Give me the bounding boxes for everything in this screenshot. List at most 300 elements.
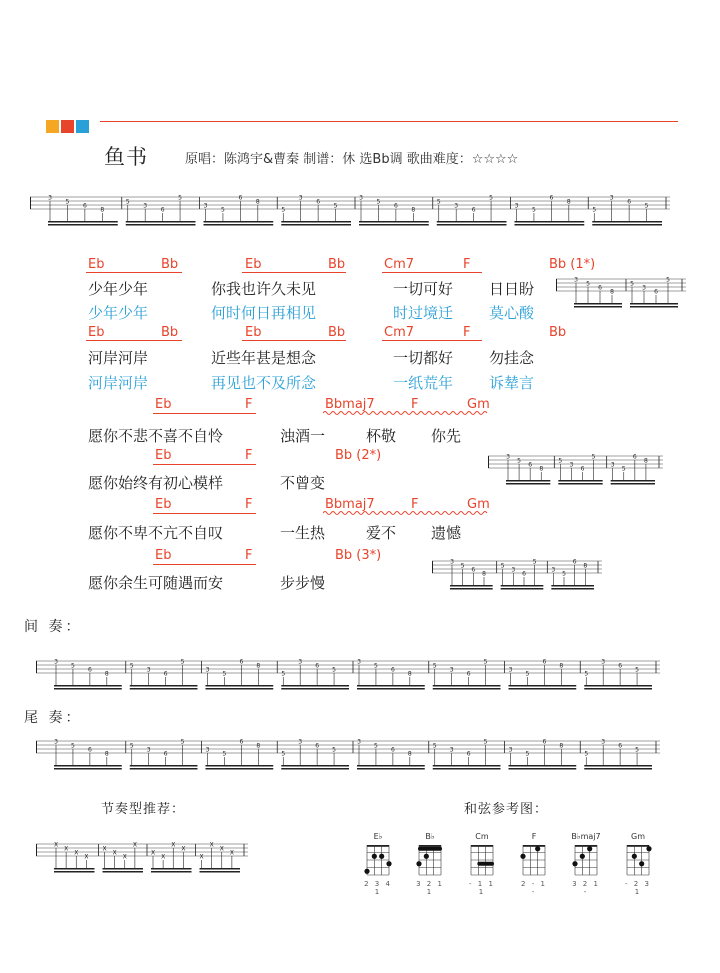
tab-mute: X	[112, 849, 117, 857]
chord-dot	[646, 846, 651, 851]
chord-label: Gm	[467, 497, 490, 512]
beam	[509, 768, 577, 770]
tab-note: 5	[621, 465, 626, 473]
chord-underline	[153, 464, 256, 465]
tab-note: 5	[332, 746, 336, 754]
tab-mute: X	[132, 841, 137, 849]
tab-note: 6	[163, 670, 168, 678]
tab-note: 5	[500, 562, 505, 570]
lyric: 日日盼	[489, 280, 535, 298]
tab-note: 6	[471, 566, 476, 574]
beam	[433, 768, 501, 770]
logo-square-orange	[46, 120, 59, 133]
tab-note: 3	[357, 658, 361, 666]
chord-dot	[535, 846, 540, 851]
tab-note: 3	[146, 666, 151, 674]
beam	[433, 688, 501, 690]
tab-mute: X	[84, 853, 89, 861]
chord-label: Cm7	[384, 325, 415, 340]
tab-note: 8	[256, 662, 261, 670]
chord-grid	[572, 843, 600, 879]
tab-mute: X	[171, 841, 176, 849]
chord-label: Bb (2*)	[335, 448, 382, 463]
beam	[509, 685, 577, 687]
chord-underline	[382, 340, 482, 341]
tab-note: 5	[178, 194, 182, 202]
chord-underline	[153, 413, 256, 414]
beam	[558, 483, 602, 485]
chord-dot	[372, 854, 377, 859]
chord-dot	[364, 869, 369, 874]
beam	[126, 224, 196, 226]
tab-staff-chorus-1	[488, 452, 663, 492]
tab-note: 3	[511, 566, 516, 574]
beam	[509, 688, 577, 690]
tab-note: 5	[562, 570, 566, 578]
tab-note: 3	[601, 658, 606, 666]
chord-label: Bb	[549, 325, 567, 340]
chord-dot	[632, 854, 637, 859]
lyric: 一切可好	[393, 280, 454, 298]
beam	[206, 685, 274, 687]
tab-note: 5	[460, 562, 465, 570]
beam	[574, 306, 622, 308]
tab-note: 3	[143, 202, 148, 210]
beam	[206, 688, 274, 690]
header-rule	[100, 121, 678, 122]
beam	[592, 224, 662, 226]
beam	[54, 871, 95, 873]
lyric-alt: 一纸荒年	[393, 374, 454, 392]
tab-note: 6	[390, 666, 395, 674]
lyric: 一生热	[280, 524, 326, 542]
beam	[357, 685, 425, 687]
tab-note: 6	[528, 461, 533, 469]
chord-diagram	[518, 832, 550, 896]
tab-note: 3	[359, 194, 363, 202]
beam	[630, 303, 678, 305]
tab-note: 5	[532, 558, 537, 566]
beam	[103, 871, 144, 873]
tab-note: 5	[592, 206, 597, 214]
chord-label: F	[245, 548, 253, 563]
beam	[357, 768, 425, 770]
song-credits: 原唱：陈鸿宇&曹秦 制谱：休 选Bb调 歌曲难度：☆☆☆☆	[185, 152, 519, 167]
lyric: 你我也许久未见	[211, 280, 317, 298]
tab-note: 5	[71, 742, 75, 750]
tab-note: 6	[82, 202, 87, 210]
tab-note: 5	[71, 662, 75, 670]
chord-dot	[572, 861, 577, 866]
chord-diagram-fingering: - 1 1 1	[469, 880, 495, 896]
tab-note: 3	[449, 666, 454, 674]
chord-label: Eb	[88, 325, 105, 340]
tab-note: 5	[584, 750, 589, 758]
tab-note: 5	[374, 662, 378, 670]
lyric-alt: 再见也不及所念	[211, 374, 317, 392]
tab-note: 3	[298, 658, 303, 666]
tab-note: 5	[489, 194, 493, 202]
chord-label: Bb	[161, 325, 179, 340]
tab-mute: X	[219, 845, 224, 853]
tab-note: 5	[281, 670, 286, 678]
tab-note: 6	[618, 662, 623, 670]
beam	[584, 765, 652, 767]
tab-staff-chorus-2	[432, 557, 602, 605]
chord-underline	[153, 564, 256, 565]
beam	[130, 765, 198, 767]
tab-note: 5	[558, 457, 563, 465]
song-title: 鱼书	[104, 145, 148, 169]
tab-note: 3	[508, 746, 513, 754]
tab-note: 8	[559, 662, 564, 670]
rhythm-caption: 节奏型推荐：	[101, 802, 186, 817]
tab-note: 3	[298, 738, 303, 746]
beam	[501, 588, 544, 590]
beam	[357, 765, 425, 767]
tab-note: 6	[393, 202, 398, 210]
tab-note: 5	[525, 750, 530, 758]
beam	[206, 768, 274, 770]
beam	[206, 765, 274, 767]
tab-note: 3	[146, 746, 151, 754]
beam	[48, 224, 118, 226]
beam	[592, 221, 662, 223]
chord-dot	[580, 854, 585, 859]
beam	[204, 221, 274, 223]
beam	[551, 588, 594, 590]
chord-label: Eb	[88, 257, 105, 272]
beam	[611, 483, 655, 485]
chord-label: Bbmaj7	[325, 397, 375, 412]
lyric-alt: 河岸河岸	[88, 374, 149, 392]
lyric: 爱不	[366, 524, 397, 542]
interlude-label: 间 奏：	[24, 619, 83, 635]
chord-grid	[624, 843, 652, 879]
lyric-alt: 少年少年	[88, 304, 149, 322]
tab-note: 5	[635, 666, 639, 674]
tab-note: 5	[436, 198, 441, 206]
chord-diagram	[622, 832, 654, 896]
beam	[54, 765, 122, 767]
tab-note: 3	[454, 202, 459, 210]
tab-note: 6	[238, 194, 243, 202]
chord-label: F	[463, 257, 471, 272]
tab-note: 6	[466, 750, 471, 758]
tab-note: 8	[104, 670, 109, 678]
tab-note: 6	[239, 658, 244, 666]
tab-note: 6	[471, 206, 476, 214]
chord-diagram-name: Cm	[475, 832, 489, 841]
beam	[281, 765, 349, 767]
tab-note: 8	[610, 288, 614, 296]
tab-note: 8	[256, 742, 261, 750]
tab-note: 6	[160, 206, 165, 214]
beam	[558, 480, 602, 482]
tab-note: 3	[609, 194, 614, 202]
beam	[54, 768, 122, 770]
chord-diagram-name: B♭maj7	[571, 832, 601, 841]
beam	[501, 585, 544, 587]
tab-staff-outro	[36, 737, 660, 775]
tab-note: 5	[180, 658, 185, 666]
tab-note: 6	[627, 198, 632, 206]
tab-note: 5	[483, 738, 488, 746]
chord-label: F	[411, 397, 419, 412]
chord-label: Bb (1*)	[549, 257, 596, 272]
tab-mute: X	[122, 853, 127, 861]
tab-note: 5	[129, 742, 134, 750]
lyric: 不曾变	[280, 474, 326, 492]
chord-diagram-name: E♭	[373, 832, 383, 841]
tab-note: 5	[332, 666, 336, 674]
beam	[130, 768, 198, 770]
tab-note: 5	[129, 662, 134, 670]
tab-note: 5	[281, 206, 286, 214]
tab-mute: X	[150, 849, 156, 857]
chord-label: Eb	[155, 448, 172, 463]
chord-dot	[379, 854, 384, 859]
tab-note: 5	[221, 206, 225, 214]
beam	[509, 765, 577, 767]
tab-note: 6	[390, 746, 395, 754]
chord-wavy-underline	[323, 410, 489, 416]
chord-diagram-fingering: 2 - 1 -	[521, 880, 547, 896]
tab-note: 6	[618, 742, 623, 750]
logo-square-red	[61, 120, 74, 133]
tab-mute: X	[53, 841, 59, 849]
lyric: 河岸河岸	[88, 349, 149, 367]
lyric: 愿你不悲不喜不自怜	[88, 427, 224, 445]
tab-note: 3	[508, 666, 513, 674]
tab-note: 8	[539, 465, 544, 473]
tab-staff-rhythm	[36, 840, 248, 880]
beam	[54, 685, 122, 687]
chord-dot	[386, 861, 391, 866]
tab-note: 3	[357, 738, 361, 746]
beam	[281, 688, 349, 690]
chord-diagram-fingering: - 2 3 1	[625, 880, 651, 896]
beam	[126, 221, 196, 223]
beam	[200, 871, 241, 873]
chord-underline	[153, 513, 256, 514]
beam	[130, 688, 198, 690]
chord-underline	[86, 340, 182, 341]
beam	[630, 306, 678, 308]
tab-note: 3	[298, 194, 303, 202]
beam	[103, 868, 144, 870]
beam	[151, 871, 192, 873]
tab-note: 3	[601, 738, 606, 746]
beam	[433, 685, 501, 687]
beam	[515, 221, 585, 223]
beam	[515, 224, 585, 226]
tab-note: 8	[407, 750, 412, 758]
tab-note: 6	[632, 453, 637, 461]
tab-note: 5	[432, 662, 437, 670]
lyric: 愿你余生可随遇而安	[88, 574, 224, 592]
tab-note: 3	[48, 194, 52, 202]
lyric: 遗憾	[431, 524, 462, 542]
tab-note: 8	[407, 670, 412, 678]
tab-note: 5	[532, 206, 536, 214]
chord-dot	[587, 846, 592, 851]
tab-note: 5	[281, 750, 286, 758]
tab-note: 6	[549, 194, 554, 202]
chord-dot	[416, 861, 421, 866]
beam	[200, 868, 241, 870]
chord-dot	[424, 854, 429, 859]
chord-label: Eb	[245, 325, 262, 340]
beam	[281, 685, 349, 687]
beam	[54, 868, 95, 870]
tab-mute: X	[102, 845, 107, 853]
beam	[611, 480, 655, 482]
tab-note: 3	[449, 746, 454, 754]
beam	[437, 221, 507, 223]
beam	[506, 483, 550, 485]
chord-label: Bb (3*)	[335, 548, 382, 563]
tab-note: 6	[580, 465, 585, 473]
tab-note: 8	[644, 457, 648, 465]
tab-note: 6	[654, 288, 658, 296]
beam	[437, 224, 507, 226]
chord-nut	[523, 845, 545, 847]
chord-dot	[639, 861, 644, 866]
tab-note: 6	[163, 750, 168, 758]
chord-nut	[419, 845, 441, 847]
chord-label: Eb	[155, 548, 172, 563]
outro-label: 尾 奏：	[24, 710, 83, 726]
tab-note: 3	[551, 566, 556, 574]
chord-label: F	[245, 397, 253, 412]
tab-note: 8	[255, 198, 260, 206]
tab-mute: X	[74, 849, 79, 857]
lyric: 少年少年	[88, 280, 149, 298]
chord-label: Eb	[155, 497, 172, 512]
chords-caption: 和弦参考图：	[464, 802, 549, 817]
tab-mute: X	[64, 845, 69, 853]
lyric: 一切都好	[393, 349, 454, 367]
chord-grid	[520, 843, 548, 879]
beam	[54, 688, 122, 690]
tab-note: 5	[666, 276, 670, 284]
tab-note: 5	[222, 670, 227, 678]
tab-staff-verse-1	[556, 275, 686, 323]
tab-note: 3	[642, 284, 646, 292]
lyric-alt: 时过境迁	[393, 304, 454, 322]
chord-diagram	[570, 832, 602, 896]
chord-diagram-fingering: 3 2 1 1	[416, 880, 444, 896]
beam	[450, 588, 493, 590]
chord-diagram	[362, 832, 394, 896]
tab-note: 3	[569, 461, 574, 469]
tab-note: 8	[104, 750, 109, 758]
tab-note: 5	[65, 198, 70, 206]
beam	[584, 685, 652, 687]
beam	[450, 585, 493, 587]
beam	[204, 224, 274, 226]
tab-note: 3	[54, 658, 58, 666]
tab-note: 3	[54, 738, 58, 746]
chord-barre	[418, 847, 442, 851]
chord-label: Cm7	[384, 257, 415, 272]
tab-note: 6	[542, 658, 547, 666]
chord-underline	[242, 272, 346, 273]
chord-wavy-underline	[323, 510, 489, 516]
beam	[359, 224, 429, 226]
tab-note: 5	[374, 742, 378, 750]
chord-diagram-name: B♭	[425, 832, 435, 841]
chord-diagram	[414, 832, 446, 896]
lyric: 你先	[431, 427, 462, 445]
tab-note: 5	[635, 746, 639, 754]
beam	[281, 768, 349, 770]
tab-note: 3	[610, 461, 615, 469]
tab-note: 6	[315, 662, 320, 670]
logo-square-blue	[76, 120, 89, 133]
beam	[48, 221, 118, 223]
tab-note: 5	[432, 742, 437, 750]
tab-note: 5	[584, 670, 589, 678]
lyric: 愿你始终有初心模样	[88, 474, 224, 492]
tab-note: 5	[586, 280, 590, 288]
lyric: 勿挂念	[489, 349, 535, 367]
chord-underline	[382, 272, 482, 273]
tab-note: 6	[466, 670, 471, 678]
tab-note: 3	[574, 276, 578, 284]
tab-mute: X	[229, 849, 234, 857]
tab-note: 8	[559, 742, 564, 750]
chord-diagram-name: Gm	[631, 832, 645, 841]
tab-note: 5	[630, 280, 634, 288]
beam	[359, 221, 429, 223]
chord-label: Bb	[328, 325, 346, 340]
tab-note: 8	[482, 570, 486, 578]
chord-label: Eb	[245, 257, 262, 272]
chord-label: F	[245, 497, 253, 512]
beam	[357, 688, 425, 690]
beam	[506, 480, 550, 482]
chord-label: F	[245, 448, 253, 463]
tab-note: 6	[239, 738, 244, 746]
chord-nut	[471, 845, 493, 847]
tab-note: 3	[205, 746, 210, 754]
tab-note: 6	[542, 738, 547, 746]
beam	[574, 303, 622, 305]
chord-label: F	[463, 325, 471, 340]
chord-nut	[367, 845, 389, 847]
beam	[130, 685, 198, 687]
tab-staff-intro	[30, 193, 670, 233]
tab-note: 8	[583, 562, 588, 570]
tab-note: 8	[566, 198, 571, 206]
tab-mute: X	[199, 853, 204, 861]
tab-note: 5	[180, 738, 185, 746]
tab-note: 8	[411, 206, 416, 214]
tab-note: 3	[450, 558, 454, 566]
chord-label: Bb	[161, 257, 179, 272]
chord-diagram-fingering: 3 2 1 -	[572, 880, 600, 896]
chord-label: Bbmaj7	[325, 497, 375, 512]
tab-note: 6	[572, 558, 577, 566]
tab-note: 3	[514, 202, 519, 210]
tab-note: 6	[316, 198, 321, 206]
beam	[584, 688, 652, 690]
chord-label: F	[411, 497, 419, 512]
lyric: 步步慢	[280, 574, 326, 592]
tab-note: 6	[315, 742, 320, 750]
